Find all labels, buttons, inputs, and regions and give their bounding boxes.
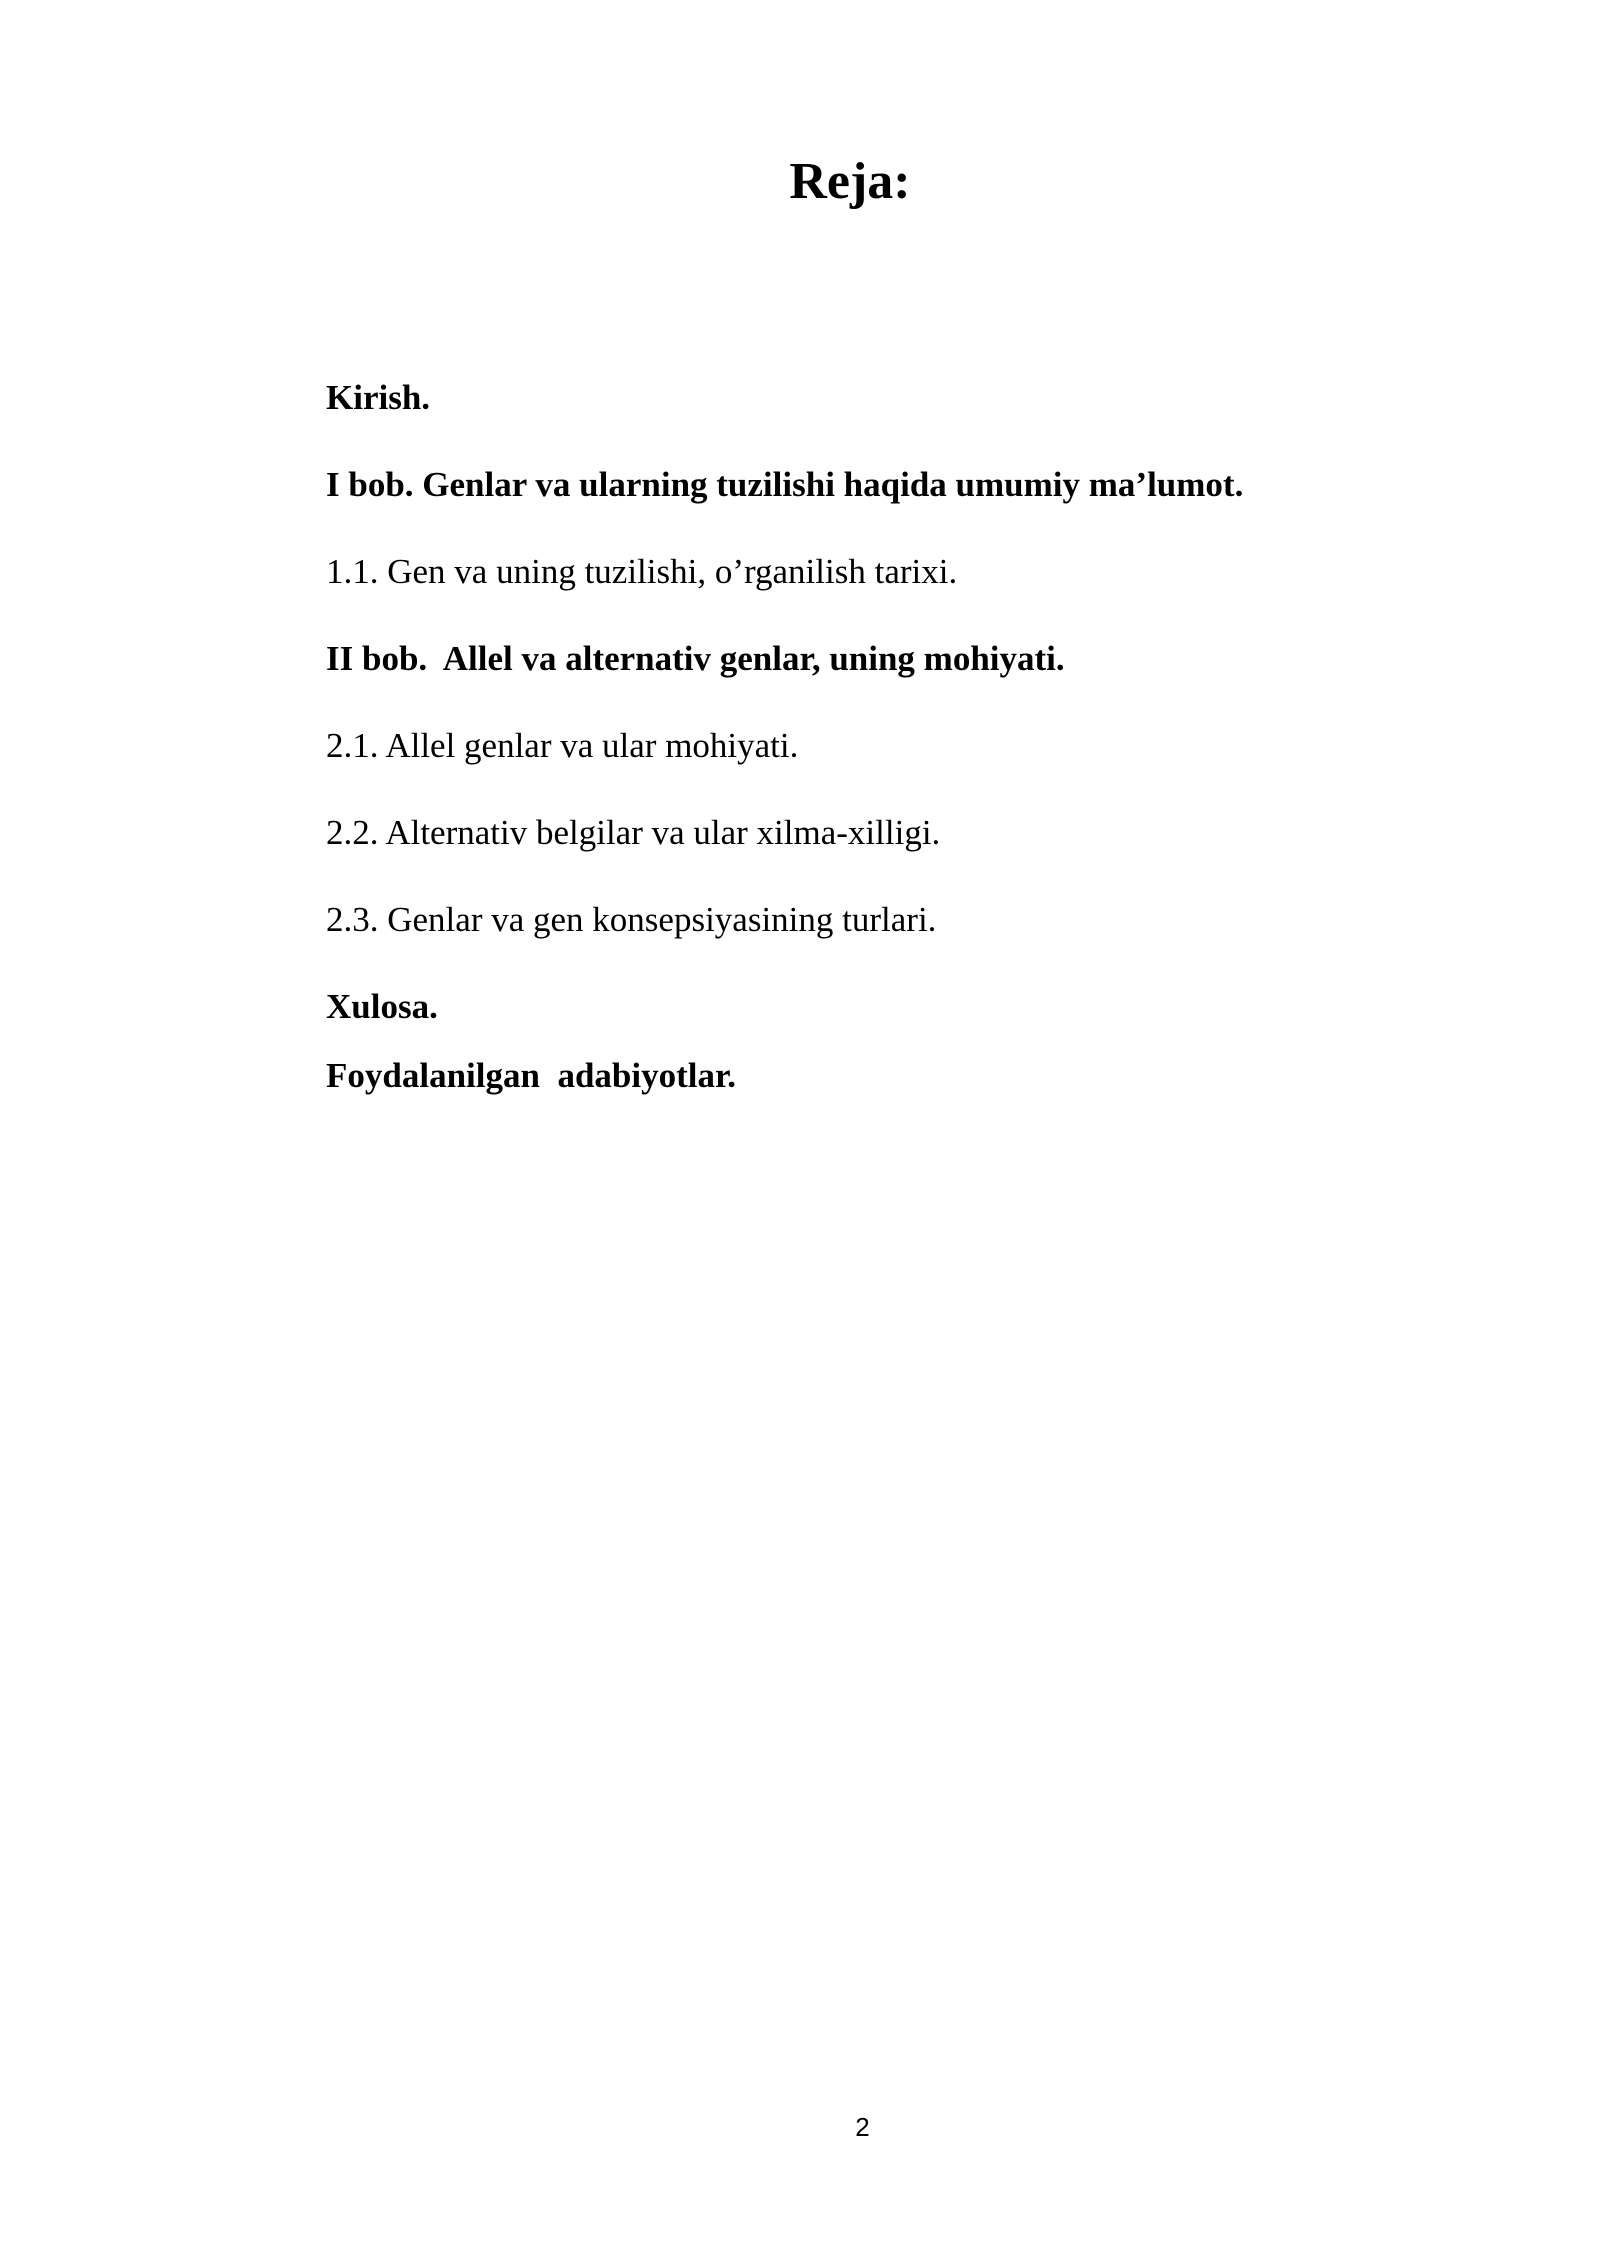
toc-item-section-2-3: 2.3. Genlar va gen konsepsiyasining turlari.	[326, 900, 937, 939]
page-title: Reja:	[789, 153, 911, 210]
toc-item-section-1-1: 1.1. Gen va uning tuzilishi, o’rganilish tarixi.	[326, 552, 958, 591]
toc-item-chapter-1: I bob. Genlar va ularning tuzilishi haqida umumiy ma’lumot.	[326, 465, 1244, 504]
toc-item-section-2-1: 2.1. Allel genlar va ular mohiyati.	[326, 726, 799, 765]
page-number: 2	[855, 2112, 870, 2142]
toc-item-chapter-2: II bob. Allel va alternativ genlar, uning mohiyati.	[326, 639, 1065, 678]
toc-item-section-2-2: 2.2. Alternativ belgilar va ular xilma-xilligi.	[326, 813, 941, 852]
toc-item-conclusion: Xulosa.	[326, 987, 438, 1026]
toc-item-introduction: Kirish.	[326, 378, 431, 417]
toc-item-references: Foydalanilgan adabiyotlar.	[326, 1056, 737, 1095]
